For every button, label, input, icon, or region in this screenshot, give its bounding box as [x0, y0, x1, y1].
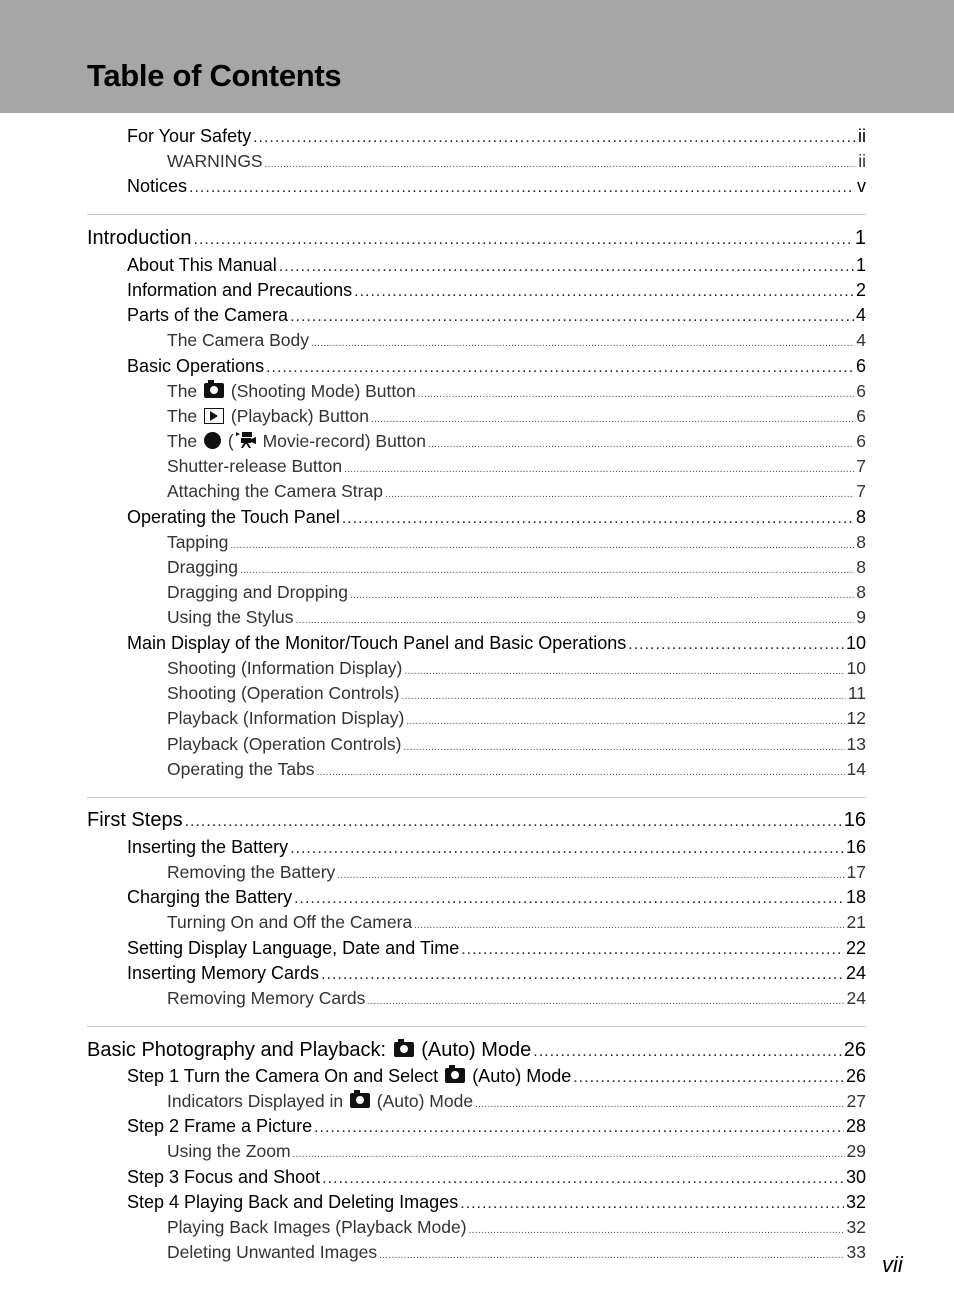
toc-entry-title [127, 963, 319, 984]
dot-leader [354, 283, 854, 301]
toc-entry-page: v [857, 176, 866, 196]
toc-entry-title [127, 1066, 571, 1087]
toc-entry[interactable] [127, 837, 866, 858]
toc-entry-page: ii [858, 126, 866, 146]
toc-entry[interactable] [127, 1116, 866, 1137]
toc-entry-page: 8 [856, 532, 866, 552]
toc-entry-title-text: For Your Safety [127, 126, 252, 146]
toc-entry-title-suffix: (Auto) Mode [467, 1066, 572, 1086]
dot-leader [337, 870, 844, 881]
toc-entry-page: 17 [846, 862, 866, 882]
dot-leader [293, 1149, 845, 1160]
page-header [0, 0, 954, 113]
toc-entry-title-text: About This Manual [127, 255, 277, 275]
toc-entry-title-suffix: Movie-record) Button [257, 431, 426, 451]
toc-entry-page: 6 [856, 406, 866, 426]
toc-entry-page: 4 [856, 330, 866, 350]
movie-record-dot-icon [204, 432, 221, 449]
toc-entry[interactable] [87, 227, 866, 250]
toc-entry-title [167, 1217, 467, 1238]
toc-entry[interactable] [167, 912, 866, 933]
toc-entry-title-text: Introduction [87, 227, 192, 249]
toc-entry-page: 1 [855, 255, 866, 275]
toc-entry-page: 7 [856, 456, 866, 476]
playback-icon [204, 408, 224, 424]
toc-entry[interactable] [167, 1242, 866, 1263]
toc-entry-title [167, 759, 315, 780]
toc-entry[interactable] [87, 1039, 866, 1062]
dot-leader [194, 231, 853, 249]
toc-entry-page: 26 [843, 1039, 866, 1061]
toc-entry[interactable] [167, 734, 866, 755]
toc-entry-title-text: Main Display of the Monitor/Touch Panel and Basic Operations [127, 633, 627, 653]
toc-entry-title-text: Inserting Memory Cards [127, 963, 320, 983]
toc-entry[interactable] [167, 759, 866, 780]
toc-entry-title-text: The Camera Body [167, 330, 310, 350]
dot-leader [240, 565, 854, 576]
toc-entry-title-text: Basic Operations [127, 356, 265, 376]
toc-entry-title [127, 1116, 312, 1137]
dot-leader [321, 966, 844, 984]
toc-entry-page: 6 [856, 381, 866, 401]
toc-entry-page: 6 [855, 356, 866, 376]
toc-entry[interactable] [127, 280, 866, 301]
toc-entry-title [167, 557, 238, 578]
dot-leader [350, 590, 854, 601]
toc-entry[interactable] [127, 176, 866, 197]
toc-entry-title [167, 1242, 377, 1263]
toc-entry[interactable] [167, 1217, 866, 1238]
toc-entry-page: 8 [856, 582, 866, 602]
page-number: vii [882, 1252, 903, 1277]
toc-entry-title [167, 456, 342, 477]
toc-entry-title-text: Indicators Displayed in [167, 1091, 348, 1111]
dot-leader [418, 389, 855, 400]
dot-leader [379, 1250, 844, 1261]
toc-entry[interactable] [167, 456, 866, 477]
toc-entry-title [167, 582, 348, 603]
toc-entry-title-text: Charging the Battery [127, 887, 293, 907]
toc-entry[interactable] [127, 633, 866, 654]
toc-entry[interactable] [167, 406, 866, 427]
toc-entry-title [127, 255, 277, 276]
toc-entry-title [167, 734, 401, 755]
toc-entry-page: 7 [856, 481, 866, 501]
toc-entry[interactable] [167, 862, 866, 883]
dot-leader [344, 464, 854, 475]
toc-entry-title [127, 176, 187, 197]
toc-entry-page: 2 [855, 280, 866, 300]
dot-leader [428, 439, 854, 450]
section-divider [87, 214, 866, 215]
toc-entry-title [87, 227, 192, 250]
dot-leader [294, 890, 844, 908]
toc-entry[interactable] [127, 1167, 866, 1188]
toc-entry-title [127, 633, 626, 654]
toc-entry-title [127, 280, 352, 301]
toc-entry-page: 26 [845, 1066, 866, 1086]
dot-leader [265, 159, 857, 170]
dot-leader [189, 179, 855, 197]
dot-leader [475, 1099, 844, 1110]
toc-entry[interactable] [167, 658, 866, 679]
toc-entry[interactable] [127, 938, 866, 959]
dot-leader [279, 258, 854, 276]
toc-entry[interactable] [167, 683, 866, 704]
toc-entry[interactable] [127, 255, 866, 276]
toc-entry-page: 8 [855, 507, 866, 527]
dot-leader [403, 742, 844, 753]
dot-leader [367, 996, 844, 1007]
toc-entry-title [87, 809, 183, 832]
toc-entry[interactable] [127, 1066, 866, 1087]
toc-entry-page: 32 [846, 1217, 866, 1237]
dot-leader [406, 716, 844, 727]
toc-entry-page: 9 [856, 607, 866, 627]
toc-entry-title-text: Dragging and Dropping [167, 582, 348, 602]
toc-entry-title [167, 607, 293, 628]
toc-entry-title [167, 481, 383, 502]
toc-entry-page: 1 [854, 227, 866, 249]
dot-leader [317, 767, 845, 778]
toc-entry-title [167, 988, 365, 1009]
toc-entry-page: 30 [845, 1167, 866, 1187]
toc-entry-page: 33 [846, 1242, 866, 1262]
dot-leader [461, 941, 844, 959]
movie-icon [235, 431, 257, 454]
toc-entry[interactable] [167, 1091, 866, 1112]
toc-entry-title-text: Operating the Tabs [167, 759, 315, 779]
toc-entry-page: 24 [845, 963, 866, 983]
toc-entry-title [167, 381, 416, 402]
dot-leader [185, 813, 842, 831]
toc-entry[interactable] [167, 1141, 866, 1162]
toc-entry-title-text: Dragging [167, 557, 239, 577]
toc-entry-title-text: WARNINGS [167, 151, 263, 171]
toc-entry-title [127, 507, 340, 528]
toc-entry-title-text: Attaching the Camera Strap [167, 481, 383, 501]
toc-entry[interactable] [167, 431, 866, 454]
toc-entry-page: 32 [845, 1192, 866, 1212]
toc-entry-title-text: Playback (Operation Controls) [167, 734, 402, 754]
dot-leader [290, 308, 854, 326]
toc-entry-title [167, 708, 404, 729]
toc-entry[interactable] [127, 887, 866, 908]
toc-entry-title-text: Information and Precautions [127, 280, 353, 300]
toc-entry-title-text: First Steps [87, 809, 183, 831]
dot-leader [371, 414, 854, 425]
dot-leader [230, 540, 854, 551]
toc-entry[interactable] [127, 507, 866, 528]
toc-entry-title [87, 1039, 531, 1062]
toc-entry-title-suffix: ( [223, 431, 234, 451]
toc-entry-title [167, 532, 228, 553]
toc-entry[interactable] [167, 557, 866, 578]
toc-entry-page: 14 [846, 759, 866, 779]
toc-entry-title [127, 1192, 458, 1213]
camera-icon [350, 1093, 370, 1108]
toc-entry[interactable] [167, 151, 866, 172]
toc-entry[interactable] [167, 330, 866, 351]
toc-entry-page: 28 [845, 1116, 866, 1136]
toc-entry-page: 8 [856, 557, 866, 577]
toc-entry[interactable] [167, 708, 866, 729]
dot-leader [266, 359, 854, 377]
toc-entry-page: 18 [845, 887, 866, 907]
page-title: Table of Contents [87, 58, 342, 93]
toc-entry-page: 29 [846, 1141, 866, 1161]
toc-entry[interactable] [167, 381, 866, 402]
dot-leader [322, 1170, 844, 1188]
toc-entry-title-text: Using the Stylus [167, 607, 294, 627]
toc-entry[interactable] [167, 532, 866, 553]
toc-entry-title [167, 431, 426, 454]
toc-entry-page: 21 [846, 912, 866, 932]
toc-entry-page: 10 [846, 658, 866, 678]
toc-entry-title-text: Step 3 Focus and Shoot [127, 1167, 321, 1187]
camera-icon [204, 383, 224, 398]
dot-leader [404, 666, 844, 677]
toc-entry-title-text: The [167, 406, 203, 426]
toc-entry-page: 10 [845, 633, 866, 653]
dot-leader [401, 691, 845, 702]
dot-leader [314, 1119, 844, 1137]
toc-entry-title [127, 126, 251, 147]
toc-entry-title-text: Step 4 Playing Back and Deleting Images [127, 1192, 459, 1212]
toc-entry[interactable] [167, 607, 866, 628]
toc-entry-title-text: The [167, 381, 203, 401]
dot-leader [460, 1195, 844, 1213]
toc-entry-page: 6 [856, 431, 866, 451]
toc-entry-page: 13 [846, 734, 866, 754]
toc-entry-page: 16 [843, 809, 866, 831]
toc-entry-title [127, 938, 459, 959]
toc-entry-title [127, 837, 288, 858]
dot-leader [295, 615, 854, 626]
toc-entry-title [167, 330, 309, 351]
toc-entry-title-text: Tapping [167, 532, 229, 552]
dot-leader [290, 840, 844, 858]
toc-entry-title [127, 305, 288, 326]
toc-entry-title-suffix: (Auto) Mode [371, 1091, 474, 1111]
toc-entry[interactable] [167, 481, 866, 502]
toc-entry-title-text: Shooting (Information Display) [167, 658, 403, 678]
toc-entry-title-text: Basic Photography and Playback: [87, 1039, 392, 1061]
toc-entry-title-suffix: (Auto) Mode [415, 1039, 532, 1061]
camera-icon [394, 1042, 414, 1057]
toc-entry-title [127, 1167, 320, 1188]
toc-entry-title-text: Using the Zoom [167, 1141, 291, 1161]
toc-entry-page: 16 [845, 837, 866, 857]
toc-entry-page: ii [858, 151, 866, 171]
dot-leader [469, 1225, 845, 1236]
dot-leader [533, 1043, 842, 1061]
toc-entry-title-text: Step 1 Turn the Camera On and Select [127, 1066, 444, 1086]
toc-entry-title-text: Turning On and Off the Camera [167, 912, 413, 932]
dot-leader [253, 129, 856, 147]
toc-entry-title-text: Parts of the Camera [127, 305, 289, 325]
dot-leader [311, 338, 854, 349]
toc-entry-title-text: Setting Display Language, Date and Time [127, 938, 460, 958]
section-divider [87, 1026, 866, 1027]
toc-entry-title-text: Notices [127, 176, 188, 196]
dot-leader [628, 636, 844, 654]
toc-entry-title-text: Inserting the Battery [127, 837, 289, 857]
dot-leader [385, 489, 854, 500]
toc-entry[interactable] [127, 305, 866, 326]
toc-entry-title-text: Playback (Information Display) [167, 708, 405, 728]
toc-entry[interactable] [87, 809, 866, 832]
toc-entry[interactable] [127, 356, 866, 377]
dot-leader [414, 920, 844, 931]
toc-entry-title-text: Shutter-release Button [167, 456, 343, 476]
toc-entry[interactable] [127, 963, 866, 984]
toc-entry-title [167, 658, 402, 679]
toc-entry-title [167, 683, 399, 704]
toc-entry-title [127, 356, 264, 377]
toc-entry-title-text: Removing the Battery [167, 862, 336, 882]
toc-entry-page: 22 [845, 938, 866, 958]
dot-leader [573, 1069, 844, 1087]
dot-leader [342, 510, 854, 528]
toc-entry-title-text: Step 2 Frame a Picture [127, 1116, 313, 1136]
toc-entry-title-text: Deleting Unwanted Images [167, 1242, 378, 1262]
toc-entry-title-text: Playing Back Images (Playback Mode) [167, 1217, 467, 1237]
toc-entry-title-text: Shooting (Operation Controls) [167, 683, 400, 703]
toc-entry[interactable] [167, 988, 866, 1009]
toc-entry-title [167, 151, 263, 172]
toc-entry-title [167, 912, 412, 933]
toc-entry[interactable] [127, 1192, 866, 1213]
toc-entry-title-text: Operating the Touch Panel [127, 507, 340, 527]
toc-entry-title-suffix: (Playback) Button [226, 406, 370, 426]
toc-entry-title [167, 862, 335, 883]
camera-icon [445, 1068, 465, 1083]
toc-entry[interactable] [167, 582, 866, 603]
toc-entry-page: 4 [855, 305, 866, 325]
toc-entry-title-text: The [167, 431, 203, 451]
toc-entry-page: 24 [846, 988, 866, 1008]
toc-entry-title [127, 887, 292, 908]
toc-entry-title [167, 1091, 473, 1112]
toc-entry-page: 12 [846, 708, 866, 728]
toc-entry-title-text: Removing Memory Cards [167, 988, 366, 1008]
toc-entry-title [167, 1141, 291, 1162]
toc-entry-page: 11 [847, 683, 866, 703]
section-divider [87, 797, 866, 798]
toc-entry-page: 27 [846, 1091, 866, 1111]
toc-entry[interactable] [127, 126, 866, 147]
toc-entry-title-suffix: (Shooting Mode) Button [226, 381, 416, 401]
toc-entry-title [167, 406, 369, 427]
